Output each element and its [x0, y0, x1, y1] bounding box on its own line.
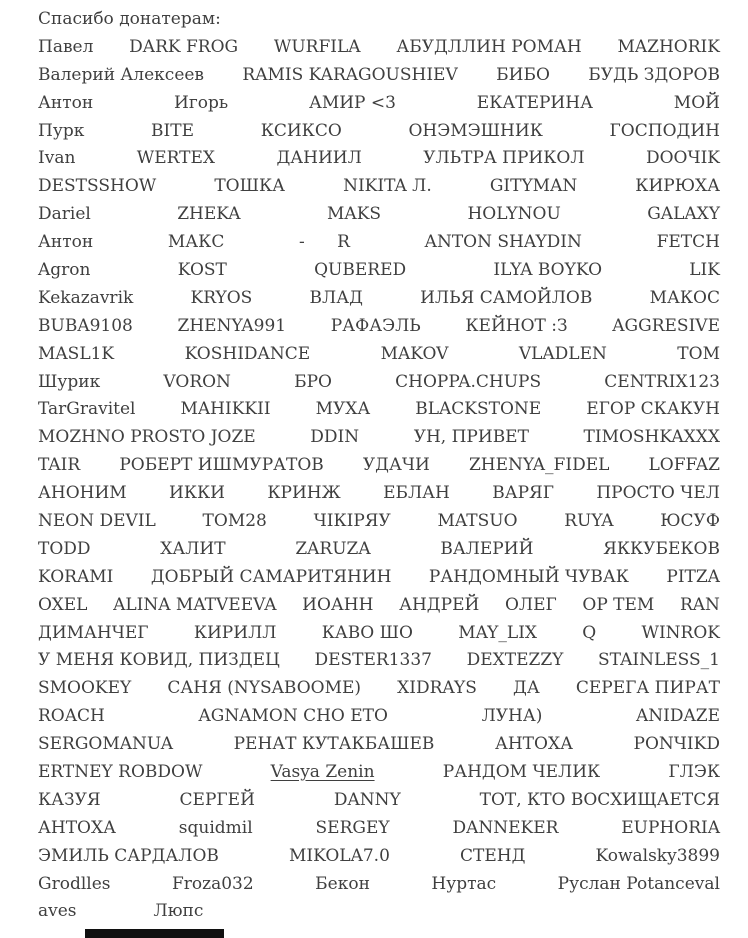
donor-name: PITZA [666, 566, 720, 587]
donor-name: Павел [38, 36, 94, 57]
donor-name: STAINLESS_1 [598, 650, 720, 671]
donor-name: WURFILA [273, 36, 361, 57]
donor-name: MAY_LIX [458, 622, 538, 643]
donor-name: УДАЧИ [362, 455, 430, 476]
donor-name: У МЕНЯ КОВИД, ПИЗДЕЦ [38, 650, 280, 671]
donor-name: MIKOLA7.0 [289, 845, 390, 866]
donor-name: CENTRIX123 [604, 371, 720, 392]
donor-name: Dariel [38, 204, 91, 225]
donor-row [0, 870, 748, 898]
donor-name: KOSHIDANCE [184, 343, 311, 364]
donor-name: Бекон [315, 873, 370, 894]
donor-name: MOZHNO PROSTO JOZE [38, 427, 256, 448]
donor-name: Q [582, 622, 597, 643]
donor-name: КЕЙНОТ :З [465, 315, 568, 336]
donor-name: СЕРГЕЙ [179, 789, 255, 810]
donor-row [0, 340, 748, 368]
donor-row [0, 61, 748, 89]
donor-name: Шурик [38, 371, 101, 392]
donor-name: АНТОХА [38, 817, 116, 838]
donor-list [0, 33, 748, 926]
donor-name: DDIN [310, 427, 360, 448]
donor-name: МАКОС [649, 287, 720, 308]
donor-name: KOST [177, 259, 227, 280]
donor-name: ZARUZA [295, 538, 371, 559]
donor-name: САНЯ (NYSABOOME) [167, 678, 362, 699]
donor-name: OXEL [38, 594, 88, 615]
donor-name: ЕГОР СКАКУН [586, 399, 720, 420]
donor-name: DESTSSHOW [38, 176, 157, 197]
donor-name: СТЕНД [459, 845, 526, 866]
donor-name: SERGEY [315, 817, 390, 838]
donor-name: - R [299, 232, 350, 253]
donor-name: SERGOMANUA [38, 734, 174, 755]
donor-name: СЕРЕГА ПИРАТ [575, 678, 720, 699]
donor-row [0, 563, 748, 591]
donor-name: MAKOV [380, 343, 449, 364]
donor-name: Руслан Potanceval [557, 873, 720, 894]
donor-name: БРО [294, 371, 332, 392]
donor-name: РОБЕРТ ИШМУРАТОВ [119, 455, 324, 476]
donor-name: ТОМ [677, 343, 720, 364]
donor-name: КАВО ШО [321, 622, 413, 643]
donor-name: QUBERED [314, 259, 407, 280]
donor-name: NIKITA Л. [343, 176, 432, 197]
donor-name: АНОНИМ [38, 483, 127, 504]
donor-name: ОНЭМЭШНИК [408, 120, 543, 141]
donor-row [0, 842, 748, 870]
donor-name: MAZHORIK [617, 36, 720, 57]
donor-name: ANIDAZE [636, 706, 720, 727]
donor-name: BITE [151, 120, 194, 141]
donor-row [0, 284, 748, 312]
donor-row [0, 758, 748, 786]
donor-name: VLADLEN [518, 343, 607, 364]
donor-row [0, 228, 748, 256]
donor-name: Grodlles [38, 873, 111, 894]
donor-row [0, 814, 748, 842]
donor-name: RAN [679, 594, 720, 615]
donor-name: КИРИЛЛ [193, 622, 277, 643]
donor-name: Ivan [38, 148, 76, 169]
donor-name: TIMOSHKAXXX [583, 427, 720, 448]
donor-name: ERTNEY ROBDOW [38, 761, 203, 782]
donor-name: ILYA BOYKO [493, 259, 603, 280]
donor-name: РАФАЭЛЬ [330, 315, 421, 336]
donor-name: КАЗУЯ [38, 789, 101, 810]
donor-name: DARK FROG [129, 36, 239, 57]
donor-name: HOLYNOU [467, 204, 561, 225]
donor-name: Нуртас [431, 873, 497, 894]
donor-name: ЮСУФ [660, 510, 720, 531]
donor-name: MASL1K [38, 343, 115, 364]
donor-name: Антон [38, 232, 94, 253]
donor-row [0, 312, 748, 340]
donor-name: DOOЧIK [645, 148, 720, 169]
donor-name: RAMIS KARAGOUSHIEV [242, 64, 458, 85]
donor-name: МОЙ [673, 92, 720, 113]
donor-name: Kowalsky3899 [595, 845, 720, 866]
donor-name: МАКС [167, 232, 225, 253]
donor-name: Agron [38, 259, 91, 280]
donor-name: TODD [38, 538, 91, 559]
donor-name: ANTON SHAYDIN [424, 232, 582, 253]
donor-name: KRYOS [190, 287, 253, 308]
donor-row [0, 89, 748, 117]
donor-row [0, 535, 748, 563]
donor-name: ЕКАТЕРИНА [476, 92, 593, 113]
donor-row [0, 368, 748, 396]
donor-name: ПРОСТО ЧЕЛ [596, 483, 720, 504]
donor-name: LIK [689, 259, 720, 280]
donor-name: CHOPPA.CHUPS [395, 371, 542, 392]
donor-name: ЧІКІРЯУ [313, 510, 391, 531]
donor-name: ВАРЯГ [492, 483, 554, 504]
donor-name: ZHEKA [177, 204, 241, 225]
donor-name: ALINA MATVEEVA [113, 594, 277, 615]
donor-name: AGNAMON CHO ETO [198, 706, 388, 727]
donor-row [0, 786, 748, 814]
donor-name: GALAXY [647, 204, 720, 225]
donor-name: Игорь [174, 92, 229, 113]
donor-name: ЛУНА) [481, 706, 543, 727]
donor-name: ИККИ [169, 483, 226, 504]
donor-name: GITYMAN [489, 176, 578, 197]
donor-row [0, 730, 748, 758]
donor-name: ZHENYA991 [177, 315, 287, 336]
donor-row [0, 451, 748, 479]
donor-name: БУДЬ ЗДОРОВ [588, 64, 720, 85]
donor-name: ВЛАД [309, 287, 363, 308]
donor-name: SMOOKEY [38, 678, 132, 699]
donor-row [0, 395, 748, 423]
donor-name: Антон [38, 92, 94, 113]
donor-name: ZHENYA_FIDEL [468, 455, 610, 476]
donor-name: Froza032 [171, 873, 254, 894]
donor-name: ВАЛЕРИЙ [440, 538, 534, 559]
donor-name: DEXTEZZY [466, 650, 564, 671]
donor-row [0, 479, 748, 507]
donor-name: XIDRAYS [397, 678, 477, 699]
donor-name: ДА [513, 678, 540, 699]
donor-name: ЯККУБЕКОВ [603, 538, 720, 559]
donor-name: ЭМИЛЬ САРДАЛОВ [38, 845, 219, 866]
donor-name: ИЛЬЯ САМОЙЛОВ [420, 287, 593, 308]
donor-name: EUPHORIA [621, 817, 720, 838]
donor-name: УН, ПРИВЕТ [413, 427, 529, 448]
donor-name: AGGRESIVE [612, 315, 720, 336]
donor-name: PONЧIKD [633, 734, 720, 755]
donor-name: ТОМ28 [202, 510, 267, 531]
donor-row [0, 674, 748, 702]
donor-name: УЛЬТРА ПРИКОЛ [423, 148, 585, 169]
donor-name: Валерий Алексеев [38, 64, 205, 85]
donor-row [0, 423, 748, 451]
donor-name: БИБО [496, 64, 550, 85]
donor-name: LOFFAZ [648, 455, 720, 476]
donor-name: DANNY [333, 789, 401, 810]
donor-name: ОЛЕГ [504, 594, 557, 615]
donor-row [0, 144, 748, 172]
donor-name: WERTEX [136, 148, 216, 169]
donor-link[interactable]: Vasya Zenin [270, 761, 375, 782]
donor-name: АНТОХА [494, 734, 573, 755]
donor-name: OP TEM [582, 594, 655, 615]
donor-name: РАНДОМНЫЙ ЧУВАК [428, 566, 629, 587]
donor-name: MATSUO [437, 510, 518, 531]
donor-name: ГЛЭК [668, 761, 720, 782]
donor-name: ДАНИИЛ [276, 148, 362, 169]
donor-name: BLACKSTONE [415, 399, 542, 420]
donor-name: ТОТ, КТО ВОСХИЩАЕТСЯ [479, 789, 720, 810]
donor-row [0, 33, 748, 61]
donor-name: Kekazavrik [38, 287, 134, 308]
donor-row [0, 898, 748, 926]
header-row [0, 5, 748, 33]
donor-name: АНДРЕЙ [399, 594, 480, 615]
donor-name: Пурк [38, 120, 85, 141]
donor-name: АМИР <3 [308, 92, 396, 113]
donor-name: ROACH [38, 706, 105, 727]
donor-name: АБУДЛЛИН РОМАН [396, 36, 582, 57]
donor-name: BUBA9108 [38, 315, 133, 336]
donor-name: KORAMI [38, 566, 114, 587]
donor-row [0, 200, 748, 228]
donor-row [0, 172, 748, 200]
donor-name: WINROK [641, 622, 720, 643]
donor-name: DANNEKER [452, 817, 559, 838]
donor-name: ХАЛИТ [160, 538, 226, 559]
donor-name: FETCH [656, 232, 720, 253]
donor-name: КСИКСО [260, 120, 342, 141]
donor-name: MAKS [327, 204, 382, 225]
donor-name: ИОАНН [302, 594, 374, 615]
donor-name: КИРЮХА [635, 176, 720, 197]
donor-row [0, 646, 748, 674]
page-title: Спасибо донатерам: [38, 8, 221, 29]
donor-name: VORON [163, 371, 231, 392]
donor-row [0, 256, 748, 284]
donor-name: NEON DEVIL [38, 510, 156, 531]
donor-name: TarGravitel [38, 399, 136, 420]
donor-name: РЕНАТ КУТАКБАШЕВ [233, 734, 435, 755]
donor-name: ГОСПОДИН [609, 120, 720, 141]
donor-name: ДИМАНЧЕГ [38, 622, 149, 643]
donor-name: МУХА [315, 399, 371, 420]
donor-name: MAHIKKII [180, 399, 271, 420]
donor-name: ЕБЛАН [383, 483, 450, 504]
donor-name: ТОШКА [214, 176, 286, 197]
donor-name: Люпс [153, 901, 204, 922]
donor-name: ДОБРЫЙ САМАРИТЯНИН [150, 566, 392, 587]
donor-row [0, 702, 748, 730]
donor-row [0, 507, 748, 535]
donor-name: RUYA [564, 510, 614, 531]
donor-row [0, 591, 748, 619]
donor-name: DESTER1337 [314, 650, 432, 671]
donor-row [0, 117, 748, 145]
donor-row [0, 619, 748, 647]
donor-name: squidmil [178, 817, 253, 838]
donor-name: РАНДОМ ЧЕЛИК [442, 761, 601, 782]
bottom-dark-bar [85, 929, 224, 938]
donor-name: aves [38, 901, 77, 922]
donor-name: TAIR [38, 455, 81, 476]
donor-name: КРИНЖ [267, 483, 341, 504]
